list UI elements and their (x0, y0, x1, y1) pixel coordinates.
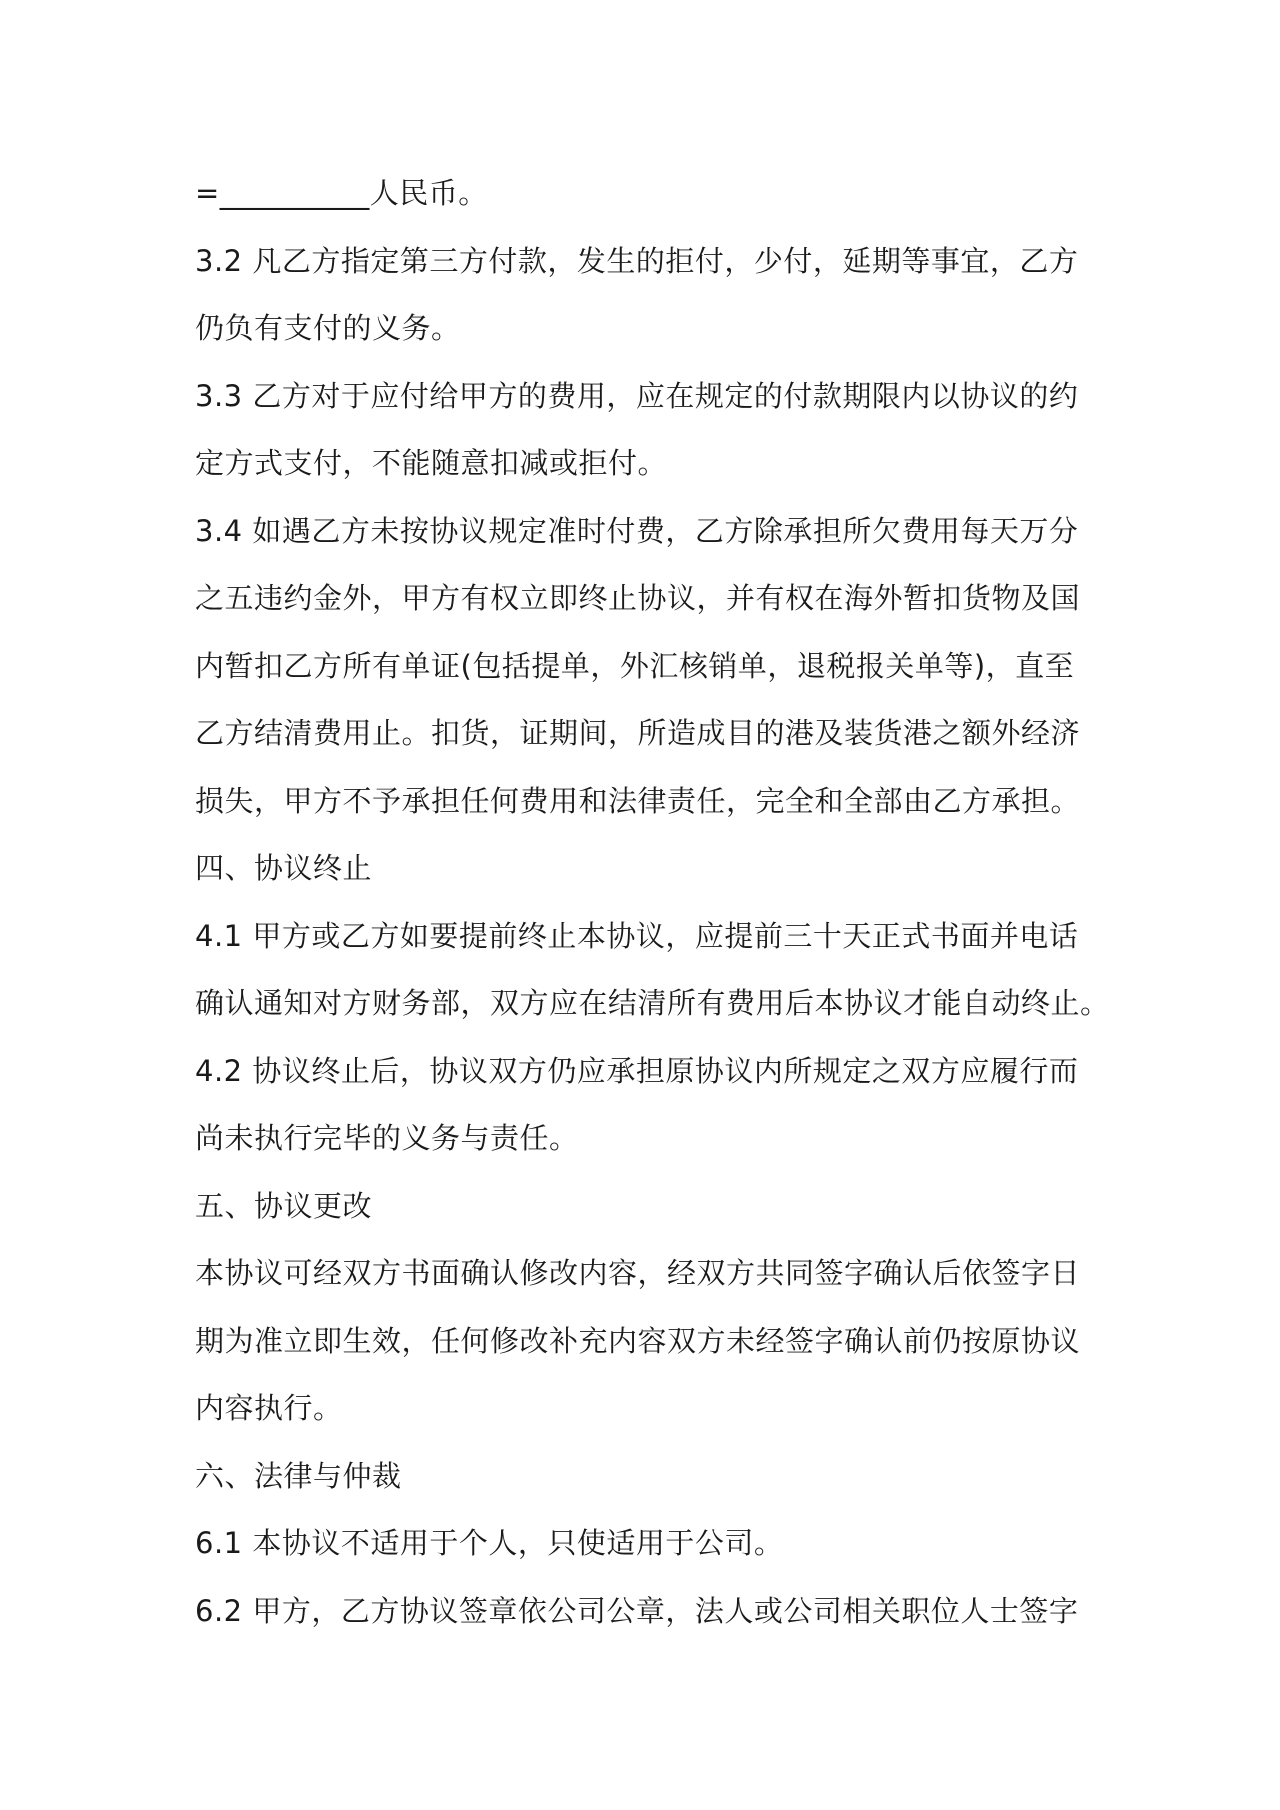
clause-4-2-line-1: 4.2 协议终止后，协议双方仍应承担原协议内所规定之双方应履行而 (195, 1053, 1079, 1088)
clause-3-2-line-2: 仍负有支付的义务。 (195, 311, 461, 345)
clause-3-4-line-1: 3.4 如遇乙方未按协议规定准时付费，乙方除承担所欠费用每天万分 (195, 513, 1079, 548)
document-body (195, 160, 1110, 1645)
amendment-line-2: 期为准立即生效，任何修改补充内容双方未经签字确认前仍按原协议 (195, 1323, 1081, 1358)
section-heading-termination: 四、协议终止 (195, 851, 373, 885)
clause-3-4-line-3: 内暂扣乙方所有单证(包括提单，外汇核销单，退税报关单等)，直至 (195, 648, 1075, 683)
clause-3-3-line-1: 3.3 乙方对于应付给甲方的费用，应在规定的付款期限内以协议的约 (195, 378, 1079, 413)
clause-6-1-line-1: 6.1 本协议不适用于个人，只使适用于公司。 (195, 1526, 784, 1560)
clause-3-2-line-1: 3.2 凡乙方指定第三方付款，发生的拒付，少付，延期等事宜，乙方 (195, 243, 1079, 278)
clause-3-4-line-2: 之五违约金外，甲方有权立即终止协议，并有权在海外暂扣货物及国 (195, 581, 1081, 615)
clause-4-1-line-2: 确认通知对方财务部，双方应在结清所有费用后本协议才能自动终止。 (195, 986, 1110, 1020)
clause-3-4-line-4: 乙方结清费用止。扣货，证期间，所造成目的港及装货港之额外经济 (195, 716, 1081, 750)
amendment-line-1: 本协议可经双方书面确认修改内容，经双方共同签字确认后依签字日 (195, 1256, 1081, 1290)
clause-4-1-line-1: 4.1 甲方或乙方如要提前终止本协议，应提前三十天正式书面并电话 (195, 918, 1079, 953)
clause-6-2-line-1: 6.2 甲方，乙方协议签章依公司公章，法人或公司相关职位人士签字 (195, 1593, 1079, 1628)
text-line-payment-amount: =__________人民币。 (195, 176, 488, 210)
clause-4-2-line-2: 尚未执行完毕的义务与责任。 (195, 1121, 579, 1155)
clause-3-4-line-5: 损失，甲方不予承担任何费用和法律责任，完全和全部由乙方承担。 (195, 783, 1081, 818)
amendment-line-3: 内容执行。 (195, 1391, 343, 1425)
section-heading-law-arbitration: 六、法律与仲裁 (195, 1458, 402, 1493)
clause-3-3-line-2: 定方式支付，不能随意扣减或拒付。 (195, 446, 668, 480)
section-heading-amendment: 五、协议更改 (195, 1188, 373, 1223)
